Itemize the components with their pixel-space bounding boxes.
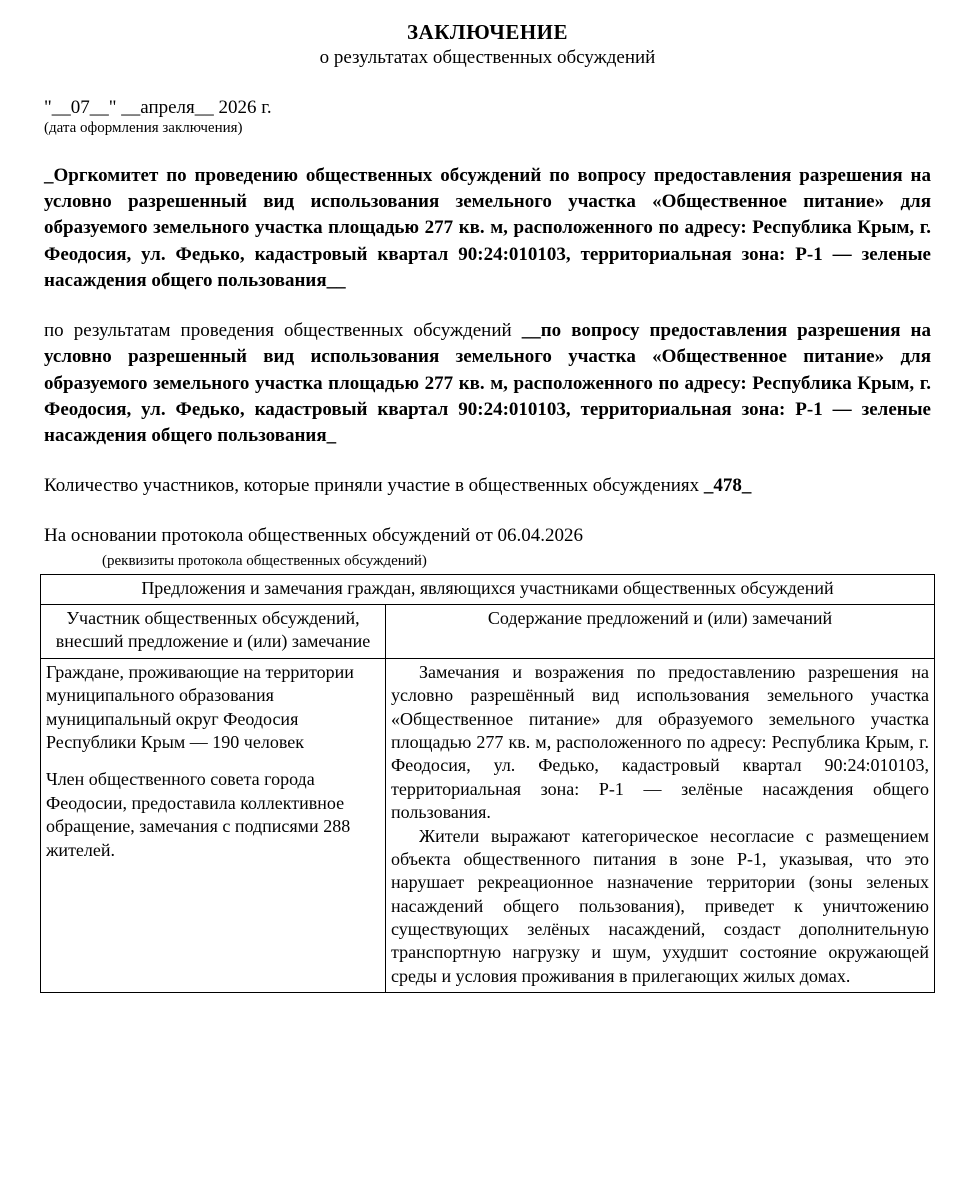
page-title: ЗАКЛЮЧЕНИЕ: [406, 20, 569, 44]
protocol-caption: (реквизиты протокола общественных обсуждений): [102, 552, 427, 569]
protocol-line: На основании протокола общественных обсуждений от 06.04.2026: [44, 525, 584, 547]
table-column-header-row: [41, 605, 935, 659]
date-line: "__07__" __апреля__ 2026 г.: [44, 97, 272, 118]
participant-text-2: Член общественного совета города Феодосии, предоставила коллективное обращение, замечания с подписями 288 жителей.: [46, 769, 351, 860]
content-text-1: Замечания и возражения по предоставлению разрешения на условно разрешённый вид использования земельного участка «Общественное питание» для образуемого земельного участка площадью 277 кв. м, расположенного по адресу: Республика Крым, г. Феодосия, ул. Федько, кадастровый квартал 90:24:010103, территориальная зона: Р-1 — зелёные насаждения общего пользования.: [391, 661, 929, 823]
comments-table: [40, 574, 935, 994]
content-text-2: Жители выражают категорическое несогласие с размещением объекта общественного питания в зоне Р-1, указывая, что это нарушает рекреационное назначение территории (зоны зеленых насаждений общего пользования), приведет к уничтожению существующих зелёных насаждений, создаст дополнительную транспортную нагрузку и шум, ухудшит состояние окружающей среды и условия проживания в прилегающих жилых домах.: [391, 825, 929, 986]
cell-participant: [41, 658, 386, 992]
column-header-content: Содержание предложений и (или) замечаний: [386, 605, 935, 659]
page-subtitle: о результатах общественных обсуждений: [319, 47, 656, 68]
participant-text-1: Граждане, проживающие на территории муниципального образования муниципальный округ Феодосия Республики Крым — 190 человек: [46, 661, 354, 752]
paragraph-committee: _Оргкомитет по проведению общественных обсуждений по вопросу предоставления разрешения на условно разрешенный вид использования земельного участка «Общественное питание» для образуемого земельного участка площадью 277 кв. м, расположенного по адресу: Республика Крым, г. Феодосия, ул. Федько, кадастровый квартал 90:24:010103, территориальная зона: Р-1 — зеленые насаждения общего пользования__: [44, 165, 931, 291]
table-row: [41, 658, 935, 992]
cell-spacer: [46, 754, 380, 768]
column-header-participant: Участник общественных обсуждений, внесший предложение и (или) замечание: [41, 605, 386, 659]
table-header-span-row: [41, 574, 935, 604]
table-header-span: Предложения и замечания граждан, являющихся участниками общественных обсуждений: [41, 574, 935, 604]
cell-content: [386, 658, 935, 992]
participants-count: _478_: [703, 475, 752, 497]
date-caption: (дата оформления заключения): [44, 120, 243, 136]
paragraph-results-prefix: по результатам проведения общественных обсуждений: [44, 320, 522, 342]
paragraph-results: [44, 318, 931, 449]
participants-label: Количество участников, которые приняли участие в общественных обсуждениях: [44, 475, 704, 497]
paragraph-results-bold: __по вопросу предоставления разрешения на условно разрешенный вид использования земельного участка «Общественное питание» для образуемого земельного участка площадью 277 кв. м, расположенного по адресу: Республика Крым, г. Феодосия, ул. Федько, кадастровый квартал 90:24:010103, территориальная зона: Р-1 — зеленые насаждения общего пользования_: [44, 320, 932, 446]
participants-line: [44, 473, 931, 499]
